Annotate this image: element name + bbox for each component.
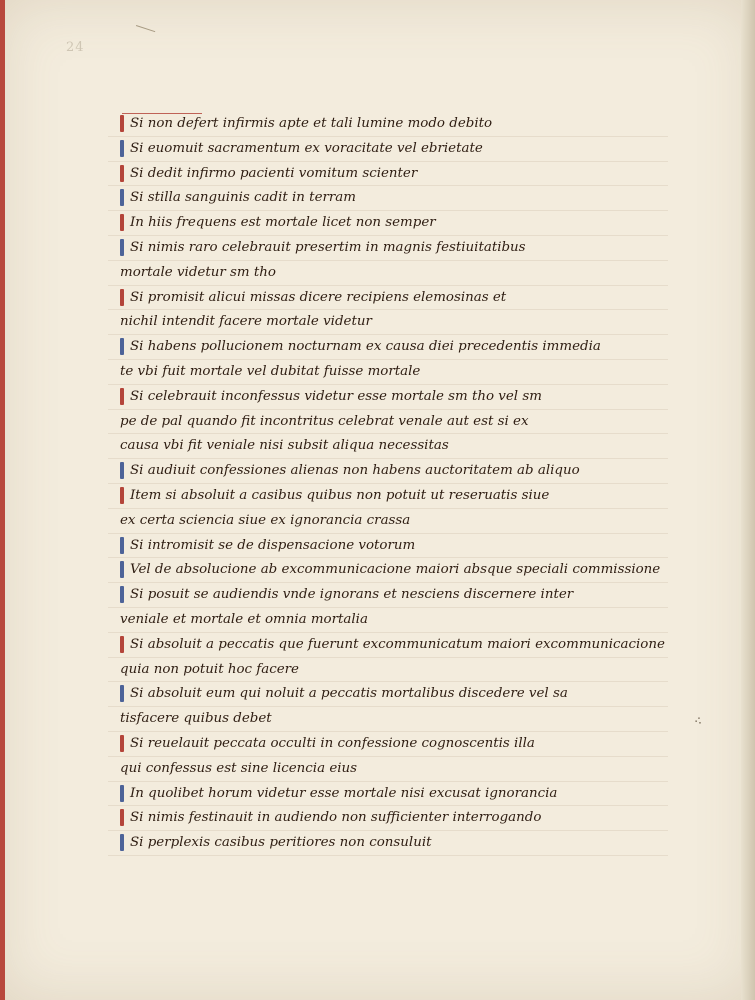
stray-mark: ⁖ bbox=[692, 713, 704, 731]
line-text: Si dedit infirmo pacienti vomitum scienter bbox=[130, 165, 418, 181]
manuscript-line bbox=[108, 806, 668, 831]
line-text: Si audiuit confessiones alienas non habens auctoritatem ab aliquo bbox=[130, 463, 580, 479]
line-text: Si posuit se audiendis vnde ignorans et nesciens discernere inter bbox=[130, 587, 574, 603]
line-text: Vel de absolucione ab excommunicacione maiori absque speciali commissione bbox=[130, 562, 661, 578]
manuscript-line bbox=[108, 558, 668, 583]
line-text: Si nimis raro celebrauit presertim in magnis festiuitatibus bbox=[130, 239, 526, 255]
red-paraph-mark bbox=[110, 287, 123, 308]
red-paraph-mark bbox=[110, 485, 123, 506]
manuscript-line bbox=[108, 682, 668, 707]
red-paraph-mark bbox=[110, 163, 123, 184]
manuscript-line bbox=[108, 236, 668, 261]
blue-paraph-mark bbox=[110, 138, 123, 159]
line-text: Si nimis festinauit in audiendo non sufficienter interrogando bbox=[130, 810, 542, 826]
line-text: pe de pal quando fit incontritus celebrat venale aut est si ex bbox=[120, 413, 529, 429]
manuscript-line bbox=[108, 757, 668, 782]
line-text: Item si absoluit a casibus quibus non potuit ut reseruatis siue bbox=[130, 487, 550, 503]
manuscript-line bbox=[108, 261, 668, 286]
line-text: In quolibet horum videtur esse mortale nisi excusat ignorancia bbox=[130, 785, 558, 801]
manuscript-line bbox=[108, 583, 668, 608]
blue-paraph-mark bbox=[110, 237, 123, 258]
manuscript-line bbox=[108, 434, 668, 459]
line-text: Si absoluit a peccatis que fuerunt excommunicatum maiori excommunicacione bbox=[130, 636, 665, 652]
manuscript-line bbox=[108, 484, 668, 509]
line-text: Si euomuit sacramentum ex voracitate vel ebrietate bbox=[130, 140, 483, 156]
line-text: In hiis frequens est mortale licet non semper bbox=[130, 215, 436, 231]
manuscript-line bbox=[108, 385, 668, 410]
manuscript-line bbox=[108, 186, 668, 211]
manuscript-line bbox=[108, 137, 668, 162]
manuscript-line bbox=[108, 335, 668, 360]
red-paraph-mark bbox=[110, 807, 123, 828]
red-paraph-mark bbox=[110, 634, 123, 655]
manuscript-line bbox=[108, 286, 668, 311]
manuscript-line bbox=[108, 162, 668, 187]
line-text: Si non defert infirmis apte et tali lumine modo debito bbox=[130, 116, 493, 131]
red-paraph-mark bbox=[110, 386, 123, 407]
manuscript-line bbox=[108, 360, 668, 385]
red-paraph-mark bbox=[110, 113, 123, 134]
red-paraph-mark bbox=[110, 733, 123, 754]
manuscript-line bbox=[108, 310, 668, 335]
manuscript-line bbox=[108, 410, 668, 435]
text-block bbox=[108, 112, 668, 856]
page-edge-right bbox=[741, 0, 755, 1000]
line-text: ex certa sciencia siue ex ignorancia crassa bbox=[120, 512, 411, 528]
blue-paraph-mark bbox=[110, 832, 123, 853]
blue-paraph-mark bbox=[110, 460, 123, 481]
manuscript-line bbox=[108, 732, 668, 757]
line-text: Si promisit alicui missas dicere recipiens elemosinas et bbox=[130, 289, 507, 305]
line-text: tisfacere quibus debet bbox=[120, 711, 272, 727]
manuscript-line bbox=[108, 534, 668, 559]
blue-paraph-mark bbox=[110, 559, 123, 580]
blue-paraph-mark bbox=[110, 683, 123, 704]
blue-paraph-mark bbox=[110, 535, 123, 556]
manuscript-line bbox=[108, 707, 668, 732]
line-text: Si celebrauit inconfessus videtur esse mortale sm tho vel sm bbox=[130, 388, 542, 404]
line-text: Si reuelauit peccata occulti in confessione cognoscentis illa bbox=[130, 735, 535, 751]
line-text: Si perplexis casibus peritiores non consuluit bbox=[130, 835, 432, 851]
blue-paraph-mark bbox=[110, 783, 123, 804]
blue-paraph-mark bbox=[110, 187, 123, 208]
manuscript-line bbox=[108, 782, 668, 807]
blue-paraph-mark bbox=[110, 336, 123, 357]
manuscript-line bbox=[108, 509, 668, 534]
page-edge-red bbox=[0, 0, 5, 1000]
line-text: Si stilla sanguinis cadit in terram bbox=[130, 190, 356, 206]
stray-pen-stroke bbox=[135, 25, 156, 36]
folio-mark: 24 bbox=[66, 40, 85, 55]
manuscript-line bbox=[108, 112, 668, 137]
line-text: qui confessus est sine licencia eius bbox=[120, 760, 358, 776]
manuscript-line bbox=[108, 608, 668, 633]
manuscript-line bbox=[108, 459, 668, 484]
line-text: Si absoluit eum qui noluit a peccatis mortalibus discedere vel sa bbox=[130, 686, 568, 702]
manuscript-line bbox=[108, 633, 668, 658]
manuscript-line bbox=[108, 211, 668, 236]
line-text: nichil intendit facere mortale videtur bbox=[120, 314, 372, 330]
line-text: te vbi fuit mortale vel dubitat fuisse mortale bbox=[120, 363, 421, 379]
line-text: mortale videtur sm tho bbox=[120, 264, 276, 280]
manuscript-line bbox=[108, 831, 668, 856]
line-text: Si intromisit se de dispensacione votorum bbox=[130, 537, 416, 553]
line-text: causa vbi fit veniale nisi subsit aliqua necessitas bbox=[120, 438, 449, 454]
line-text: quia non potuit hoc facere bbox=[120, 661, 299, 677]
manuscript-line bbox=[108, 658, 668, 683]
red-paraph-mark bbox=[110, 212, 123, 233]
line-text: Si habens pollucionem nocturnam ex causa diei precedentis immedia bbox=[130, 339, 601, 355]
blue-paraph-mark bbox=[110, 584, 123, 605]
line-text: veniale et mortale et omnia mortalia bbox=[120, 611, 368, 627]
